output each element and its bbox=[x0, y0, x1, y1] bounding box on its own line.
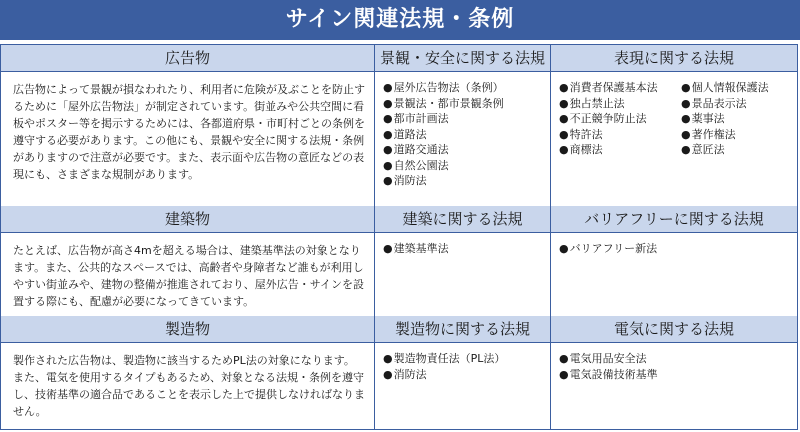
law-item: ● 景観法・都市景観条例 bbox=[383, 96, 550, 112]
laws-list bbox=[375, 233, 550, 257]
law-item: ● 消費者保護基本法 bbox=[559, 80, 658, 96]
section-advertising bbox=[1, 45, 797, 206]
section-header: 広告物 bbox=[1, 45, 375, 72]
law-item: ● 道路法 bbox=[383, 127, 550, 143]
law-item: ● 著作権法 bbox=[681, 127, 769, 143]
laws-cell bbox=[375, 72, 551, 206]
law-item: ● 商標法 bbox=[559, 142, 658, 158]
law-item: ● 屋外広告物法（条例） bbox=[383, 80, 550, 96]
law-item: ● 特許法 bbox=[559, 127, 658, 143]
law-item: ● 景品表示法 bbox=[681, 96, 769, 112]
laws-header: 製造物に関する法規 bbox=[375, 316, 551, 343]
section-header: 製造物 bbox=[1, 316, 375, 343]
extra-laws-header: 電気に関する法規 bbox=[551, 316, 797, 343]
extra-laws-list-left bbox=[551, 72, 658, 158]
section-description: たとえば、広告物が高さ4mを超える場合は、建築基準法の対象となります。また、公共的なスペースでは、高齢者や身障者など誰もが利用しやすい街並みや、建物の整備が推進されており、屋外広告・サインを設置する際にも、配慮が必要になってきています。 bbox=[13, 244, 365, 308]
description-cell bbox=[1, 233, 375, 316]
laws-header: 景観・安全に関する法規 bbox=[375, 45, 551, 72]
section-header: 建築物 bbox=[1, 206, 375, 233]
page-title: サイン関連法規・条例 bbox=[0, 0, 800, 40]
law-item: ● 消防法 bbox=[383, 367, 550, 383]
laws-header: 建築に関する法規 bbox=[375, 206, 551, 233]
section-building bbox=[1, 206, 797, 316]
law-item: ● 自然公園法 bbox=[383, 158, 550, 174]
section-description: 広告物によって景観が損なわれたり、利用者に危険が及ぶことを防止するために「屋外広告物法」が制定されています。街並みや公共空間に看板やポスター等を掲示するためには、各都道府県・市町村ごとの条例を遵守する必要があります。この他にも、景観や安全に関する法規・条例がありますので注意が必要です。また、表示面や広告物の意匠などの表現にも、さまざまな規制があります。 bbox=[13, 83, 365, 181]
section-description: 製作された広告物は、製造物に該当するためPL法の対象になります。また、電気を使用するタイプもあるため、対象となる法規・条例を遵守し、技術基準の適合品であることを表示した上で提供しなければなりません。 bbox=[13, 354, 365, 418]
law-item: ● 個人情報保護法 bbox=[681, 80, 769, 96]
law-item: ● 薬事法 bbox=[681, 111, 769, 127]
law-item: ● 不正競争防止法 bbox=[559, 111, 658, 127]
section-manufactured bbox=[1, 316, 797, 429]
law-item: ● 消防法 bbox=[383, 173, 550, 189]
law-item: ● バリアフリー新法 bbox=[559, 241, 797, 257]
law-item: ● 意匠法 bbox=[681, 142, 769, 158]
extra-laws-cell bbox=[551, 233, 797, 316]
description-cell bbox=[1, 343, 375, 429]
extra-laws-cell bbox=[551, 343, 797, 429]
extra-laws-header: 表現に関する法規 bbox=[551, 45, 797, 72]
laws-cell bbox=[375, 343, 551, 429]
laws-list bbox=[375, 72, 550, 189]
laws-cell bbox=[375, 233, 551, 316]
law-item: ● 製造物責任法（PL法） bbox=[383, 351, 550, 367]
law-item: ● 道路交通法 bbox=[383, 142, 550, 158]
law-item: ● 電気用品安全法 bbox=[559, 351, 797, 367]
law-item: ● 都市計画法 bbox=[383, 111, 550, 127]
law-item: ● 電気設備技術基準 bbox=[559, 367, 797, 383]
extra-laws-header: バリアフリーに関する法規 bbox=[551, 206, 797, 233]
extra-laws-list bbox=[551, 343, 797, 382]
extra-laws-list-right bbox=[673, 72, 769, 158]
laws-list bbox=[375, 343, 550, 382]
law-table bbox=[0, 44, 798, 430]
extra-laws-list bbox=[551, 233, 797, 257]
law-item: ● 独占禁止法 bbox=[559, 96, 658, 112]
description-cell bbox=[1, 72, 375, 206]
law-item: ● 建築基準法 bbox=[383, 241, 550, 257]
